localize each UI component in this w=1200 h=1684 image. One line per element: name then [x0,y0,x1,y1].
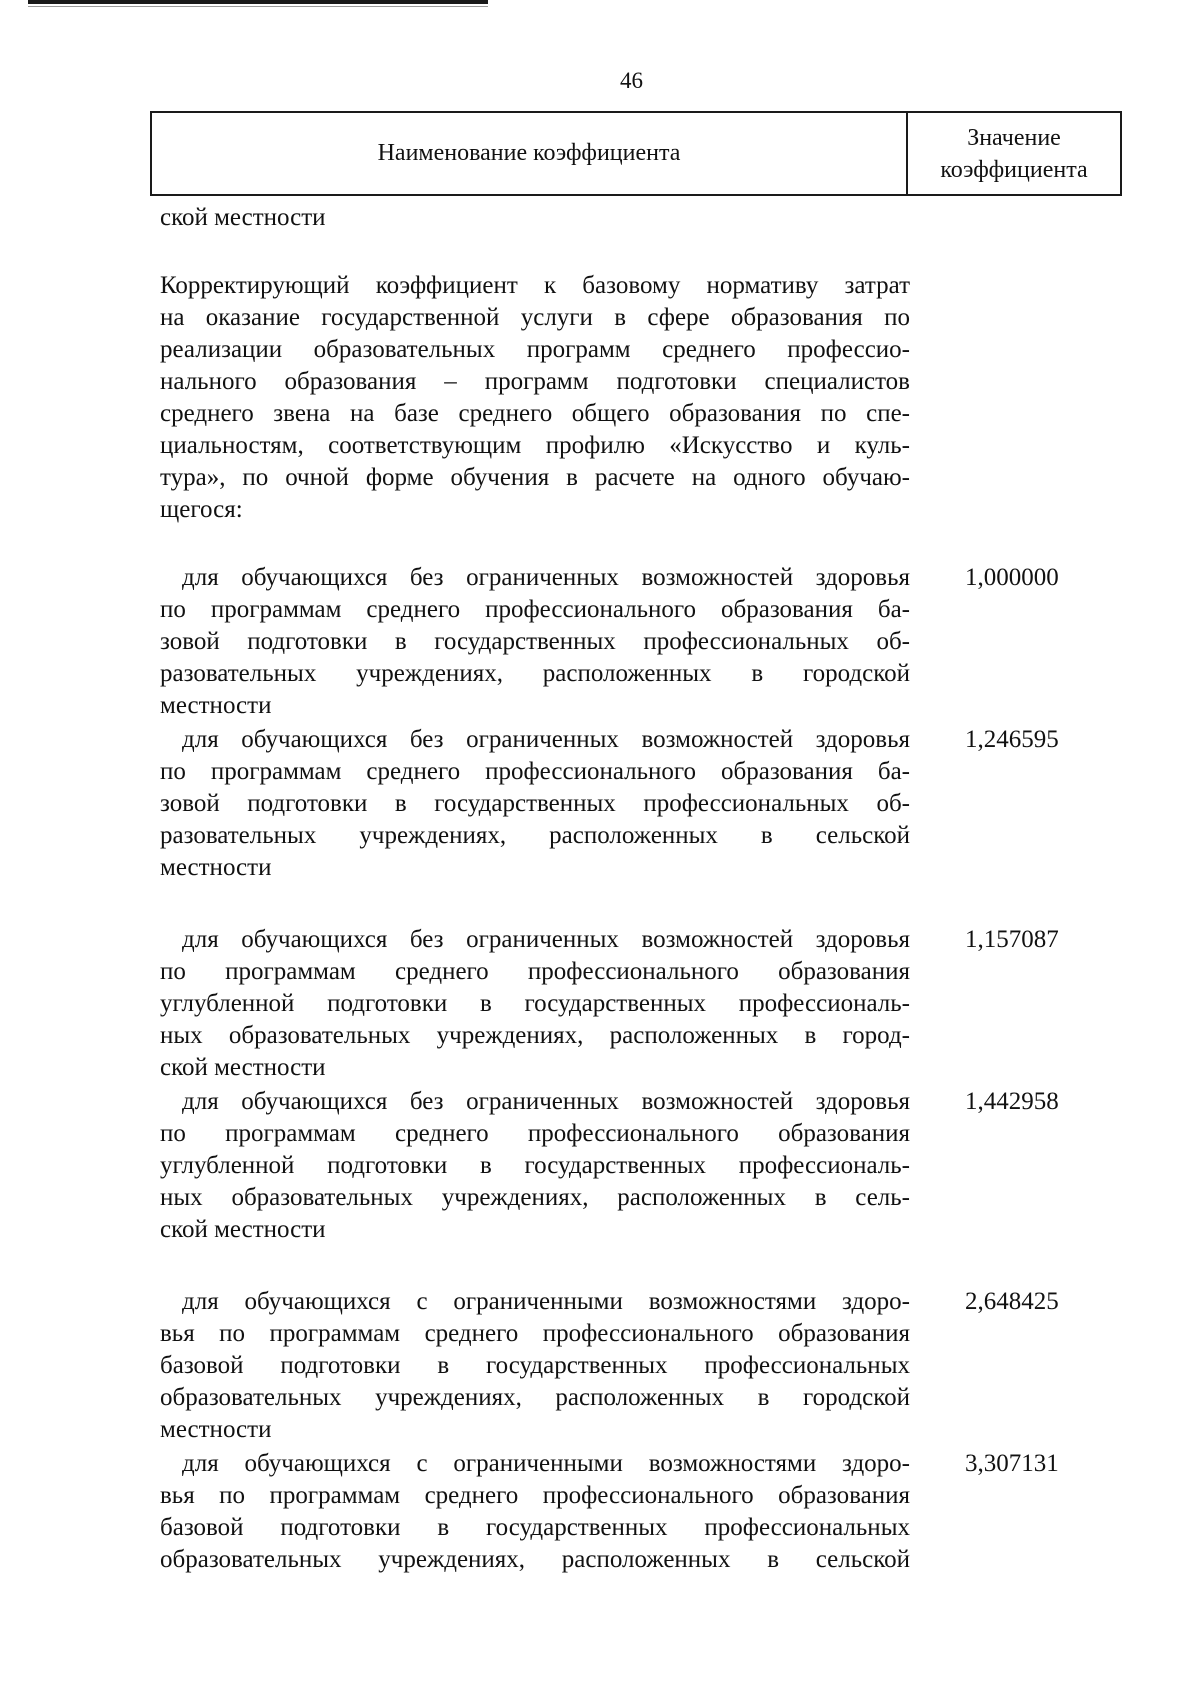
row-text-line: разовательных учреждениях, расположенных в городской [160,660,910,687]
row-text-line: для обучающихся с ограниченными возможностями здоро- [182,1288,910,1315]
column-header-value [906,113,1120,194]
column-header-value-line2: коэффициента [940,156,1088,183]
row-text-line: для обучающихся с ограниченными возможностями здоро- [182,1450,910,1477]
row-text-line: ных образовательных учреждениях, расположенных в город- [160,1022,910,1049]
intro-line: реализации образовательных программ среднего профессио- [160,336,910,363]
intro-line: циальностям, соответствующим профилю «Искусство и куль- [160,432,910,459]
intro-line: Корректирующий коэффициент к базовому нормативу затрат [160,272,910,299]
coefficient-value: 1,246595 [965,726,1059,753]
coefficient-value: 3,307131 [965,1450,1059,1477]
column-header-value-line1: Значение [967,124,1061,151]
row-text-line: по программам среднего профессионального образования [160,1120,910,1147]
row-text-line: углубленной подготовки в государственных профессиональ- [160,1152,910,1179]
row-text-line: зовой подготовки в государственных профессиональных об- [160,628,910,655]
row-text-line: ской местности [160,1216,326,1243]
row-text-line: углубленной подготовки в государственных профессиональ- [160,990,910,1017]
row-text-line: ской местности [160,1054,326,1081]
row-text-line: местности [160,692,272,719]
row-text-line: базовой подготовки в государственных профессиональных [160,1352,910,1379]
row-text-line: вья по программам среднего профессионального образования [160,1482,910,1509]
coefficient-value: 1,442958 [965,1088,1059,1115]
row-text-line: по программам среднего профессионального образования ба- [160,596,910,623]
row-text-line: для обучающихся без ограниченных возможностей здоровья [182,564,910,591]
row-text-line: для обучающихся без ограниченных возможностей здоровья [182,926,910,953]
row-text-line: базовой подготовки в государственных профессиональных [160,1514,910,1541]
intro-line: нального образования – программ подготовки специалистов [160,368,910,395]
scan-edge-line [28,6,488,7]
row-text-line: по программам среднего профессионального образования [160,958,910,985]
row-text-line: по программам среднего профессионального образования ба- [160,758,910,785]
coefficient-value: 2,648425 [965,1288,1059,1315]
row-text-line: для обучающихся без ограниченных возможностей здоровья [182,726,910,753]
row-text-line: образовательных учреждениях, расположенных в городской [160,1384,910,1411]
row-text-line: разовательных учреждениях, расположенных в сельской [160,822,910,849]
row-text-line: ных образовательных учреждениях, расположенных в сель- [160,1184,910,1211]
row-text-line: вья по программам среднего профессионального образования [160,1320,910,1347]
scan-edge-bar [28,0,488,4]
coefficient-value: 1,000000 [965,564,1059,591]
column-header-name: Наименование коэффициента [377,140,681,166]
intro-line: среднего звена на базе среднего общего образования по спе- [160,400,910,427]
row-text-line: местности [160,1416,272,1443]
intro-line: тура», по очной форме обучения в расчете на одного обучаю- [160,464,910,491]
continuation-text: ской местности [160,204,326,231]
row-text-line: для обучающихся без ограниченных возможностей здоровья [182,1088,910,1115]
table-header [150,111,1122,196]
row-text-line: местности [160,854,272,881]
row-text-line: зовой подготовки в государственных профессиональных об- [160,790,910,817]
intro-line: щегося: [160,496,243,523]
coefficient-value: 1,157087 [965,926,1059,953]
row-text-line: образовательных учреждениях, расположенных в сельской [160,1546,910,1573]
intro-line: на оказание государственной услуги в сфере образования по [160,304,910,331]
page-number: 46 [620,68,643,93]
